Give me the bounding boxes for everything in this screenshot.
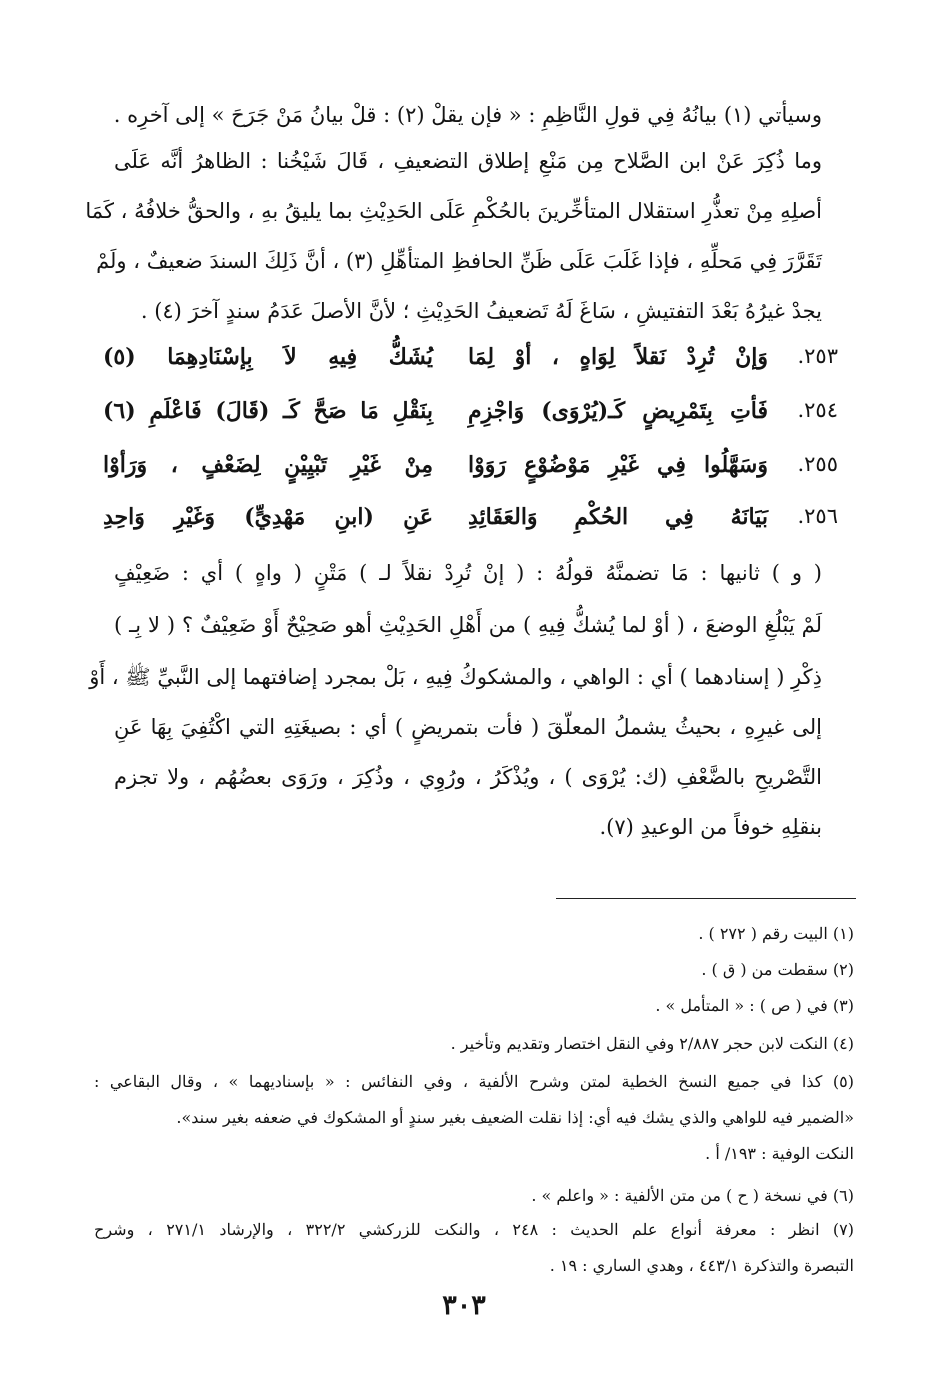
sharh-line: لَمْ يَبْلُغِ الوضعَ ، ( أوْ لما يُشكُّ فِيهِ ) من أَهْلِ الحَدِيْثِ أهو صَحِيْحٌ أَوْ ضَعِيْفٌ ؟ ( لا بِـ ): [114, 613, 822, 637]
sharh-line: التَّصْريحِ بالضَّعْفِ (ك: يُرْوَى ) ، ويُذْكَرُ ، ورُوِي ، وذُكِرَ ، ورَوَى بعضُهُم ، ولا تجزم: [114, 765, 822, 789]
sharh-line: إلى غيرِهِ ، بحيثُ يشملُ المعلّقَ ( فأت بتمريضٍ ) أي : بصيغَتِهِ التي اكْتُفِيَ بِهَا عَنِ: [114, 715, 822, 739]
verse-first-hemistich: فَأتِ بِتَمْرِيضٍ كَـ(يُرْوَى) وَاجْزِمِ: [468, 398, 768, 424]
verse-number: ٢٥٤.: [797, 398, 838, 422]
verse-second-hemistich: عَنِ (ابنِ مَهْدِيٍّ) وَغَيْرِ وَاحِدِ: [103, 504, 433, 530]
verse-second-hemistich: مِنْ غَيْرِ تَبْيِيْنٍ لِضَعْفٍ ، وَرَأوْا: [103, 452, 433, 478]
footnote: (٧) انظر : معرفة أنواع علم الحديث : ٢٤٨ ، والنكت للزركشي ٣٢٢/٢ ، والإرشاد ٢٧١/١ ، وشرح: [94, 1220, 855, 1239]
body-line: يجدْ غيرُهُ بَعْدَ التفتيشِ ، سَاغَ لَهُ تَضعيفُ الحَدِيْثِ ؛ لأنَّ الأصلَ عَدَمُ سندٍ آخرَ (٤) .: [140, 299, 822, 323]
footnote: (٣) في ( ص ) : « المتأمل » .: [655, 996, 854, 1015]
footnote-continuation: النكت الوفية : ١٩٣/ أ .: [705, 1144, 854, 1163]
verse-second-hemistich: يُشَكُّ فِيهِ لاَ بِإسْنَادِهِمَا (٥): [103, 344, 433, 370]
verse-second-hemistich: بِنَقْلِ مَا صَحَّ كَـ (قَالَ) فَاعْلَمِ (٦): [103, 398, 433, 424]
footnote-continuation: «الضمير فيه للواهي والذي يشك فيه أي: إذا نقلت الضعيف بغير سندٍ أو المشكوك في ضعفه بغير سند».: [176, 1108, 854, 1127]
verse-first-hemistich: بَيَانَهُ فِي الحُكْمِ وَالعَقَائِدِ: [468, 504, 768, 530]
body-line: تَقَرَّرَ فِي مَحلِّهِ ، فإذا غَلَبَ عَلَى ظَنِّ الحافظِ المتأهِّلِ (٣) ، أنَّ ذَلِكَ السندَ ضعيفٌ ، ولَمْ: [96, 249, 822, 273]
page-number: ٣٠٣: [442, 1290, 486, 1321]
footnote: (٦) في نسخة ( ح ) من متن الألفية : « واعلم » .: [531, 1186, 854, 1205]
verse-number: ٢٥٦.: [797, 504, 838, 528]
verse-first-hemistich: وَسَهَّلُوا فِي غَيْرِ مَوْضُوْعٍ رَوَوْا: [468, 452, 768, 478]
verse-254: [103, 394, 838, 434]
verse-number: ٢٥٥.: [797, 452, 838, 476]
footnote: (١) البيت رقم ( ٢٧٢ ) .: [698, 924, 854, 943]
body-line: وسيأتي (١) بيانُهُ فِي قولِ النَّاظِمِ : « فإن يقلْ (٢) : قلْ بيانُ مَنْ جَرَحَ » إلى آخرِه .: [113, 103, 822, 127]
footnote: (٤) النكت لابن حجر ٢/٨٨٧ وفي النقل اختصار وتقديم وتأخير .: [450, 1034, 854, 1053]
verse-first-hemistich: وَإنْ تُرِدْ نَقلاً لِوَاهٍ ، أوْ لِمَا: [468, 344, 768, 370]
verse-number: ٢٥٣.: [797, 344, 838, 368]
footnote: (٢) سقطت من ( ق ) .: [701, 960, 854, 979]
body-line: وما ذُكِرَ عَنْ ابن الصَّلاح مِن مَنْعِ إطلاق التضعيفِ ، قَالَ شَيْخُنا : الظاهرُ أنَّه عَلَى: [114, 149, 822, 173]
sharh-line: ( و ) ثانيها : مَا تضمنَّهُ قولُهُ : ( إنْ تُرِدْ نقلاً لـ ) مَتْنٍ ( واهٍ ) أي : ضَعِيْفٍ: [114, 561, 822, 585]
footnote-continuation: التبصرة والتذكرة ٤٤٣/١ ، وهدي الساري : ١٩ .: [549, 1256, 854, 1275]
body-line: أصلِهِ مِنْ تعذُّرِ استقلال المتأخِّرينَ بالحُكْمِ عَلَى الحَدِيْثِ بما يليقُ بهِ ، والحقُّ خلافُهُ ، كَمَا: [85, 199, 822, 223]
sharh-line: بنقلِهِ خوفاً من الوعيدِ (٧).: [599, 815, 822, 839]
verse-256: [103, 500, 838, 540]
verse-255: [103, 448, 838, 488]
sharh-line: ذِكْرِ ( إسنادهما ) أي : الواهي ، والمشكوكُ فِيهِ ، بَلْ بمجرد إضافتهما إلى النَّبيِّ ﷺ ، أَوْ: [89, 665, 822, 689]
verse-253: [103, 340, 838, 380]
footnote-separator: [556, 898, 856, 899]
footnote: (٥) كذا في جميع النسخ الخطية لمتن وشرح الألفية ، وفي النفائس : « بإسناديهما » ، وقال البقاعي :: [94, 1072, 854, 1091]
